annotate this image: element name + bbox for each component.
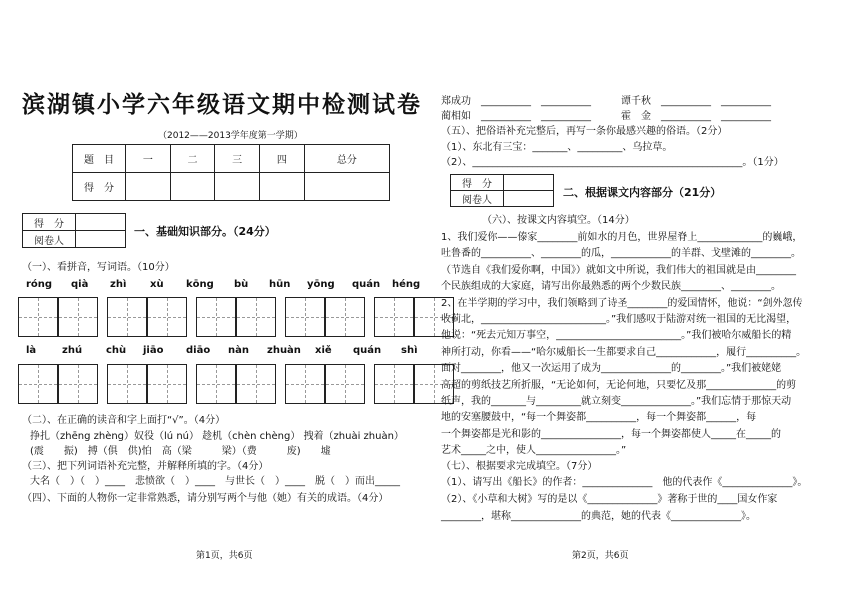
pinyin: nàn	[228, 345, 249, 356]
section1-heading: 一、基础知识部分。（24分）	[134, 225, 276, 238]
writing-cell[interactable]	[58, 364, 98, 404]
question-6-body	[441, 230, 806, 460]
question-6-line: 纸声，我的_______与_________就立刻变______________。”我们忘情于那惊天动	[441, 396, 792, 408]
question-6-line: 1、我们爱你——傣家________前如水的月色，世界屋脊上_____________的巍峨，	[441, 232, 803, 243]
page-footer: 第2页，共6页	[572, 551, 629, 561]
writing-cell[interactable]	[18, 364, 58, 404]
question-6-line: 2、在半学期的学习中，我们领略到了诗圣________的爱国情怀，他说：“剑外忽传	[441, 297, 803, 309]
writing-cell[interactable]	[325, 364, 365, 404]
question-6-line: 他说：“死去元知万事空，_________________________。”我们被哈尔威船长的精	[441, 330, 792, 342]
score-cell[interactable]	[170, 173, 215, 201]
writing-cell[interactable]	[374, 297, 414, 337]
writing-cell[interactable]	[236, 364, 276, 404]
question-4: （四）、下面的人物你一定非常熟悉，请分别写两个与他（她）有关的成语。（4分）	[22, 493, 389, 504]
pinyin: zhú	[62, 345, 83, 356]
question-6-line: 艺术_____之中，使人________________。”	[441, 445, 627, 457]
pinyin: kōng	[186, 279, 214, 290]
score-cell[interactable]	[260, 173, 305, 201]
grader-score-label: 得 分	[451, 175, 504, 191]
writing-cell[interactable]	[58, 297, 98, 337]
grader-box-2	[450, 174, 554, 207]
pinyin: héng	[392, 279, 421, 290]
question-1: （一）、看拼音，写词语。（10分）	[22, 262, 175, 273]
writing-cell[interactable]	[325, 297, 365, 337]
pinyin: shì	[401, 345, 418, 356]
pinyin: là	[26, 345, 37, 356]
score-table-row-label: 得 分	[73, 173, 126, 201]
question-7-1: （1）、请写出《船长》的作者：______________ 他的代表作《______________》。	[441, 477, 808, 488]
score-cell[interactable]	[304, 173, 389, 201]
score-cell[interactable]	[126, 173, 171, 201]
grader-name-label: 阅卷人	[451, 191, 504, 207]
exam-subtitle: （2012——2013学年度第一学期）	[158, 131, 303, 141]
score-table	[72, 144, 390, 201]
pinyin: zhuàn	[267, 345, 301, 356]
question-6-line: 地的安塞腰鼓中，“每一个舞姿都__________，每一个舞姿都______，每	[441, 412, 757, 424]
question-6-line: 一个舞姿都是光和影的________________，每一个舞姿都使人_____在_____的	[441, 428, 781, 440]
pinyin: hūn	[269, 279, 291, 290]
pinyin: xiě	[315, 345, 332, 356]
writing-grid-row-2	[18, 364, 454, 404]
writing-cell[interactable]	[147, 297, 187, 337]
question-2-line-2: (震 振) 搏（俱 供)怕 高（梁 梁）（费 废) 墟	[30, 446, 331, 457]
score-table-header: 三	[215, 145, 260, 173]
score-table-header: 一	[126, 145, 171, 173]
grader-score-label: 得 分	[23, 214, 76, 231]
question-5-2: （2）、______________________________________________________。（1分）	[441, 157, 784, 168]
pinyin: quán	[352, 279, 381, 290]
score-table-header: 二	[170, 145, 215, 173]
pinyin: jiāo	[143, 345, 164, 356]
pinyin: róng	[26, 279, 53, 290]
grader-name-cell[interactable]	[504, 191, 554, 207]
writing-cell[interactable]	[147, 364, 187, 404]
writing-cell[interactable]	[285, 364, 325, 404]
question-6-line: 面对________，他又一次运用了成为______________的________。”我们被姥姥	[441, 363, 782, 375]
writing-cell[interactable]	[285, 297, 325, 337]
grader-score-cell[interactable]	[504, 175, 554, 191]
question-7: （七）、根据要求完成填空。（7分）	[441, 461, 598, 472]
pinyin: xù	[150, 279, 164, 290]
grader-score-cell[interactable]	[76, 214, 126, 231]
question-7-2: （2）、《小草和大树》写的是以《______________》著称于世的____国女作家	[441, 494, 778, 505]
grader-box	[22, 213, 126, 248]
question-2-line-1: 挣扎（zhēng zhèng）奴役（lú nú） 趁机（chèn chèng） 拽着（zhuài zhuàn）	[30, 431, 404, 442]
question-6-line: 个民族组成的大家庭，请写出你最熟悉的两个少数民族________、________。	[441, 281, 781, 293]
question-6-line: （节选自《我们爱你啊，中国》）就如文中所说，我们伟大的祖国就是由________	[441, 264, 796, 276]
pinyin: qià	[71, 279, 89, 290]
score-table-header: 题 目	[73, 145, 126, 173]
question-6: （六）、按课文内容填空。（14分）	[482, 215, 635, 226]
pinyin: yōng	[307, 279, 335, 290]
score-cell[interactable]	[215, 173, 260, 201]
question-7-3: ________，堪称______________的典范，她的代表《______________》。	[441, 511, 756, 522]
question-3: （三）、把下列词语补充完整，并解释所填的字。（4分）	[22, 461, 269, 472]
pinyin-row-2	[26, 345, 426, 359]
writing-cell[interactable]	[107, 297, 147, 337]
writing-cell[interactable]	[374, 364, 414, 404]
question-3-line: 大名（ ）（ ）____ 悲愤欲（ ）____ 与世长（ ）____ 脱（ ）而出_____	[30, 476, 400, 487]
pinyin: bù	[234, 279, 249, 290]
question-6-line: 高超的剪纸技艺所折服，“无论如何，无论何地，只要忆及那______________的剪	[441, 379, 797, 391]
writing-cell[interactable]	[107, 364, 147, 404]
question-6-line: 神所打动，你看——“哈尔威船长一生都要求自己____________，履行__________。	[441, 346, 807, 358]
question-2: （二）、在正确的读音和字上面打“√”。（4分）	[22, 415, 226, 426]
pinyin-row-1	[26, 279, 426, 293]
pinyin: quán	[353, 345, 382, 356]
question-6-line: 收蓟北，_________________________。”我们感叹于陆游对统一祖国的无比渴望，	[441, 314, 797, 326]
score-table-header: 总分	[304, 145, 389, 173]
writing-cell[interactable]	[196, 297, 236, 337]
writing-cell[interactable]	[236, 297, 276, 337]
writing-grid-row-1	[18, 297, 454, 337]
grader-name-cell[interactable]	[76, 231, 126, 248]
question-6-line: 吐鲁番的__________、________的瓜，____________的羊群、戈壁滩的________。	[441, 248, 801, 260]
names-line-1: 郑成功 __________ __________ 谭千秋 __________ __________	[441, 96, 771, 107]
question-5-1: （1）、东北有三宝：_______、_________、乌拉草。	[441, 142, 673, 153]
writing-cell[interactable]	[196, 364, 236, 404]
pinyin: diāo	[186, 345, 211, 356]
pinyin: chù	[106, 345, 127, 356]
question-5: （五）、把俗语补充完整后，再写一条你最感兴趣的俗语。（2分）	[441, 126, 728, 137]
section2-heading: 二、根据课文内容部分（21分）	[563, 186, 722, 199]
score-table-header: 四	[260, 145, 305, 173]
writing-cell[interactable]	[18, 297, 58, 337]
page-title: 滨湖镇小学六年级语文期中检测试卷	[22, 91, 422, 118]
names-line-2: 蔺相如 __________ __________ 霍 金 __________ __________	[441, 111, 771, 122]
grader-name-label: 阅卷人	[23, 231, 76, 248]
page-footer: 第1页，共6页	[196, 551, 253, 561]
pinyin: zhì	[110, 279, 127, 290]
